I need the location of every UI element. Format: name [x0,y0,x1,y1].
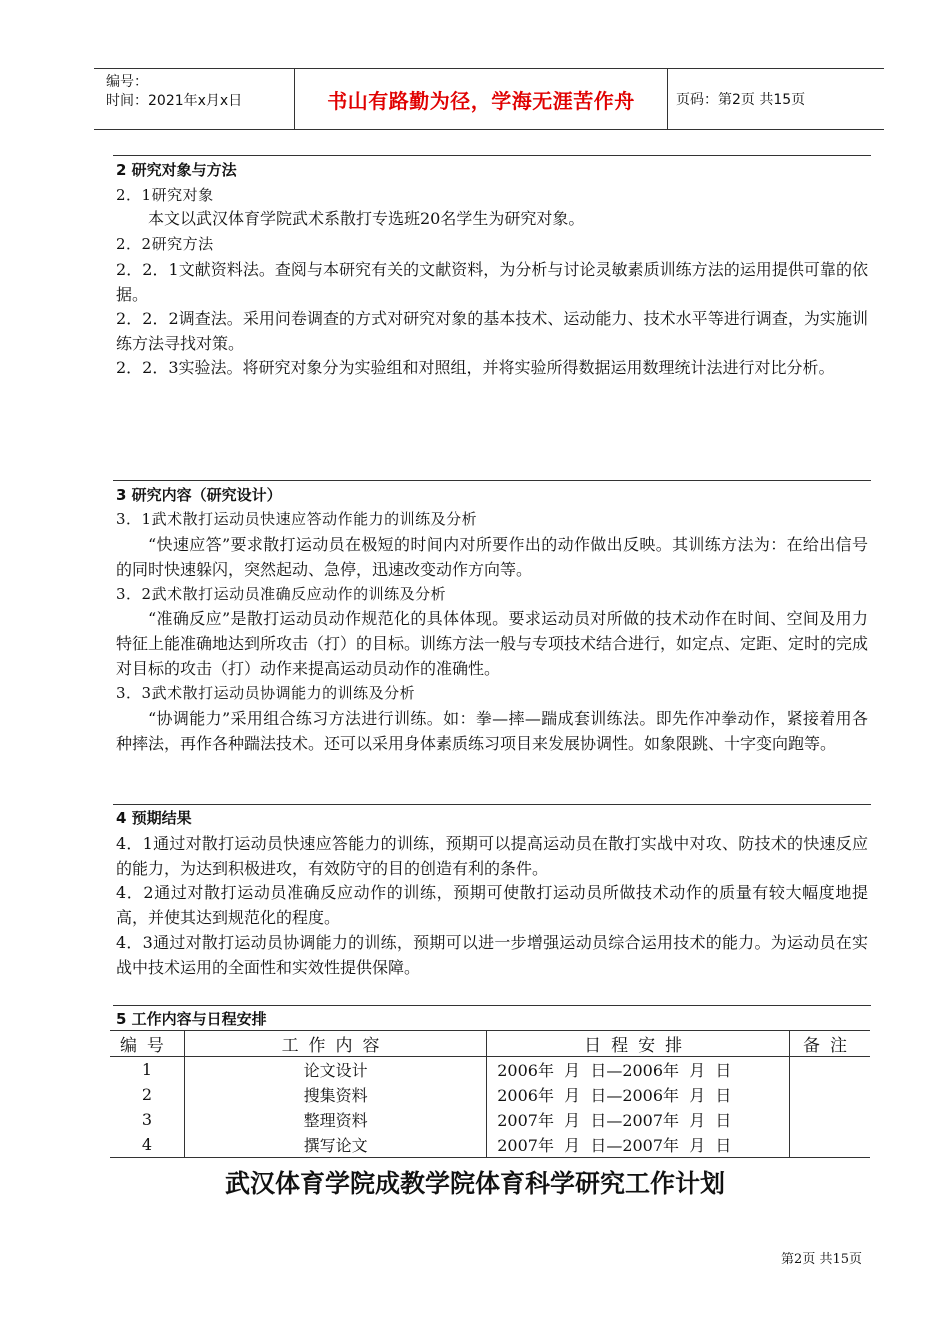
table-row [110,1107,870,1132]
section4-p1: 4．1通过对散打运动员快速应答能力的训练，预期可以提高运动员在散打实战中对攻、防技术的快速反应的能力，为达到积极进攻，有效防守的目的创造有利的条件。 [116,834,868,878]
section3-p3: “协调能力”采用组合练习方法进行训练。如：拳—摔—踹成套训练法。即先作冲拳动作，紧接着用各种摔法，再作各种踹法技术。还可以采用身体素质练习项目来发展协调性。如象限跳、十字变向跑等。 [116,709,868,753]
table-row [110,1057,870,1083]
row-content: 整理资料 [184,1107,486,1132]
section-divider [113,155,871,156]
section2-sub2: 2．2研究方法 [116,235,214,253]
col-header-note: 备注 [790,1031,870,1057]
row-number: 4 [110,1132,184,1158]
row-schedule: 2006年 月 日—2006年 月 日 [487,1057,790,1083]
section2-title: 2 研究对象与方法 [116,161,237,179]
document-main-title: 武汉体育学院成教学院体育科学研究工作计划 [224,1169,725,1198]
section2-p3: 2．2．2调查法。采用问卷调查的方式对研究对象的基本技术、运动能力、技术水平等进行调查，为实施训练方法寻找对策。 [116,309,868,353]
row-note [790,1107,870,1132]
row-content: 搜集资料 [184,1082,486,1107]
schedule-table [110,1030,870,1158]
row-note [790,1082,870,1107]
row-schedule: 2007年 月 日—2007年 月 日 [487,1132,790,1158]
section4-p2: 4．2通过对散打运动员准确反应动作的训练，预期可使散打运动员所做技术动作的质量有较大幅度地提高，并使其达到规范化的程度。 [116,883,868,927]
section3-sub3: 3．3武术散打运动员协调能力的训练及分析 [116,684,416,702]
section3-title: 3 研究内容（研究设计） [116,486,282,504]
row-number: 2 [110,1082,184,1107]
section2-sub1: 2．1研究对象 [116,186,214,204]
col-header-number: 编号 [110,1031,184,1057]
section-divider [113,1005,871,1006]
section4-title: 4 预期结果 [116,809,192,827]
col-header-schedule: 日程安排 [487,1031,790,1057]
section2-p2: 2．2．1文献资料法。查阅与本研究有关的文献资料，为分析与讨论灵敏素质训练方法的运用提供可靠的依据。 [116,260,868,304]
row-content: 撰写论文 [184,1132,486,1158]
header-page-info: 页码：第2页 共15页 [676,92,806,108]
time-label: 时间：2021年x月x日 [106,93,243,109]
row-number: 3 [110,1107,184,1132]
section-divider [113,480,871,481]
section4-p3: 4．3通过对散打运动员协调能力的训练，预期可以进一步增强运动员综合运用技术的能力。为运动员在实战中技术运用的全面性和实效性提供保障。 [116,933,868,977]
schedule-header-row [110,1031,870,1057]
row-number: 1 [110,1057,184,1083]
header-meta [94,69,294,129]
header-motto: 书山有路勤为径，学海无涯苦作舟 [294,69,668,129]
section3-p1: “快速应答”要求散打运动员在极短的时间内对所要作出的动作做出反映。其训练方法为：在给出信号的同时快速躲闪，突然起动、急停，迅速改变动作方向等。 [116,535,868,579]
section3-p2: “准确反应”是散打运动员动作规范化的具体体现。要求运动员对所做的技术动作在时间、空间及用力特征上能准确地达到所攻击（打）的目标。训练方法一般与专项技术结合进行，如定点、定距、定时的完成对目标的攻击（打）动作来提高运动员动作的准确性。 [116,609,869,678]
row-note [790,1057,870,1083]
section2-p1: 本文以武汉体育学院武术系散打专选班20名学生为研究对象。 [148,209,585,228]
page-header [94,68,884,130]
row-note [790,1132,870,1158]
section3-sub2: 3．2武术散打运动员准确反应动作的训练及分析 [116,585,447,603]
section3-sub1: 3．1武术散打运动员快速应答动作能力的训练及分析 [116,510,478,528]
number-label: 编号： [106,74,148,90]
col-header-content: 工作内容 [184,1031,486,1057]
section2-p4: 2．2．3实验法。将研究对象分为实验组和对照组，并将实验所得数据运用数理统计法进行对比分析。 [116,358,835,377]
row-schedule: 2006年 月 日—2006年 月 日 [487,1082,790,1107]
section-divider [113,804,871,805]
table-row [110,1132,870,1158]
row-content: 论文设计 [184,1057,486,1083]
table-row [110,1082,870,1107]
row-schedule: 2007年 月 日—2007年 月 日 [487,1107,790,1132]
section5-title: 5 工作内容与日程安排 [116,1010,267,1028]
page-footer: 第2页 共15页 [781,1252,862,1267]
